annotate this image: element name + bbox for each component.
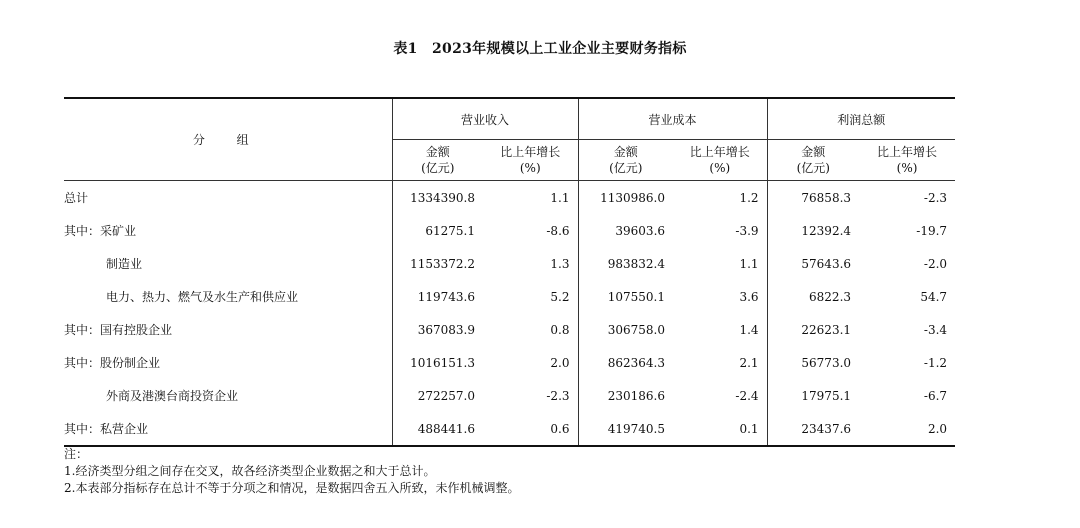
row-label: 制造业: [106, 257, 143, 271]
revenue-growth-cell: -2.3: [546, 388, 570, 403]
table-row: [64, 247, 955, 280]
row-label: 总计: [64, 191, 89, 205]
revenue-amount-cell: 119743.6: [392, 280, 483, 313]
cost-growth-cell: 1.1: [739, 256, 759, 271]
revenue-amount-cell: 272257.0: [392, 379, 483, 412]
cost-growth-cell: 0.1: [673, 412, 767, 446]
revenue-amount-cell: 1153372.2: [392, 247, 483, 280]
group-column-header: 分 组: [64, 98, 392, 181]
cost-growth-cell: -2.4: [735, 388, 759, 403]
cost-growth-cell: 1.2: [739, 190, 759, 205]
profit-growth-cell: -1.2: [923, 355, 948, 370]
cost-amount-cell: 862364.3: [578, 346, 673, 379]
revenue-amount-cell: 1334390.8: [392, 181, 483, 215]
profit-header: 利润总额: [767, 98, 955, 140]
table-title: 表1 2023年规模以上工业企业主要财务指标: [393, 41, 687, 57]
profit-amount-header: 金额 (亿元): [767, 140, 859, 181]
table-row: [64, 379, 955, 412]
revenue-growth-cell: 0.6: [483, 412, 578, 446]
cost-amount-header: 金额 (亿元): [578, 140, 673, 181]
revenue-amount-header: 金额 (亿元): [392, 140, 483, 181]
revenue-growth-header: 比上年增长 (%): [483, 140, 578, 181]
row-label: 其中：采矿业: [64, 224, 137, 238]
profit-amount-cell: 76858.3: [767, 181, 859, 215]
cost-amount-cell: 983832.4: [578, 247, 673, 280]
cost-amount-cell: 39603.6: [578, 214, 673, 247]
profit-growth-cell: -19.7: [916, 223, 948, 238]
profit-growth-cell: -6.7: [923, 388, 948, 403]
notes-heading: 注：: [64, 447, 89, 461]
cost-growth-cell: -3.9: [735, 223, 759, 238]
revenue-amount-cell: 367083.9: [392, 313, 483, 346]
table-row: [64, 280, 955, 313]
profit-amount-cell: 17975.1: [767, 379, 859, 412]
profit-amount-cell: 22623.1: [767, 313, 859, 346]
cost-amount-cell: 1130986.0: [578, 181, 673, 215]
row-label: 其中：私营企业: [64, 412, 392, 446]
revenue-growth-cell: 1.1: [550, 190, 570, 205]
table-row: [64, 214, 955, 247]
table-notes: [64, 446, 519, 497]
header-row-groups: [64, 98, 955, 140]
row-label: 电力、热力、燃气及水生产和供应业: [106, 290, 299, 304]
revenue-amount-cell: 488441.6: [392, 412, 483, 446]
cost-growth-header: 比上年增长 (%): [673, 140, 767, 181]
financial-indicators-table: [64, 97, 955, 447]
profit-amount-cell: 12392.4: [767, 214, 859, 247]
profit-amount-cell: 57643.6: [767, 247, 859, 280]
revenue-growth-cell: 2.0: [550, 355, 570, 370]
note-item: 1.经济类型分组之间存在交叉，故各经济类型企业数据之和大于总计。: [64, 464, 436, 478]
cost-amount-cell: 306758.0: [578, 313, 673, 346]
profit-amount-cell: 23437.6: [767, 412, 859, 446]
table-row: [64, 346, 955, 379]
row-label: 其中：股份制企业: [64, 356, 161, 370]
profit-growth-header: 比上年增长 (%): [859, 140, 955, 181]
profit-amount-cell: 6822.3: [767, 280, 859, 313]
cost-growth-cell: 2.1: [739, 355, 759, 370]
cost-amount-cell: 419740.5: [578, 412, 673, 446]
table-row: [64, 313, 955, 346]
profit-growth-cell: -3.4: [923, 322, 948, 337]
profit-growth-cell: 2.0: [859, 412, 955, 446]
revenue-amount-cell: 1016151.3: [392, 346, 483, 379]
revenue-header: 营业收入: [392, 98, 578, 140]
row-label: 外商及港澳台商投资企业: [106, 389, 239, 403]
note-item: 2.本表部分指标存在总计不等于分项之和情况，是数据四舍五入所致，未作机械调整。: [64, 481, 520, 495]
revenue-growth-cell: 1.3: [550, 256, 570, 271]
revenue-growth-cell: 5.2: [550, 289, 570, 304]
profit-amount-cell: 56773.0: [767, 346, 859, 379]
revenue-growth-cell: 0.8: [550, 322, 570, 337]
table-row: [64, 412, 955, 446]
revenue-amount-cell: 61275.1: [392, 214, 483, 247]
profit-growth-cell: -2.3: [923, 190, 948, 205]
financial-table-container: [64, 97, 955, 447]
table-row: [64, 181, 955, 215]
cost-growth-cell: 3.6: [739, 289, 759, 304]
cost-amount-cell: 230186.6: [578, 379, 673, 412]
profit-growth-cell: -2.0: [923, 256, 948, 271]
revenue-growth-cell: -8.6: [546, 223, 570, 238]
cost-header: 营业成本: [578, 98, 767, 140]
cost-amount-cell: 107550.1: [578, 280, 673, 313]
row-label: 其中：国有控股企业: [64, 323, 173, 337]
cost-growth-cell: 1.4: [739, 322, 759, 337]
profit-growth-cell: 54.7: [920, 289, 948, 304]
